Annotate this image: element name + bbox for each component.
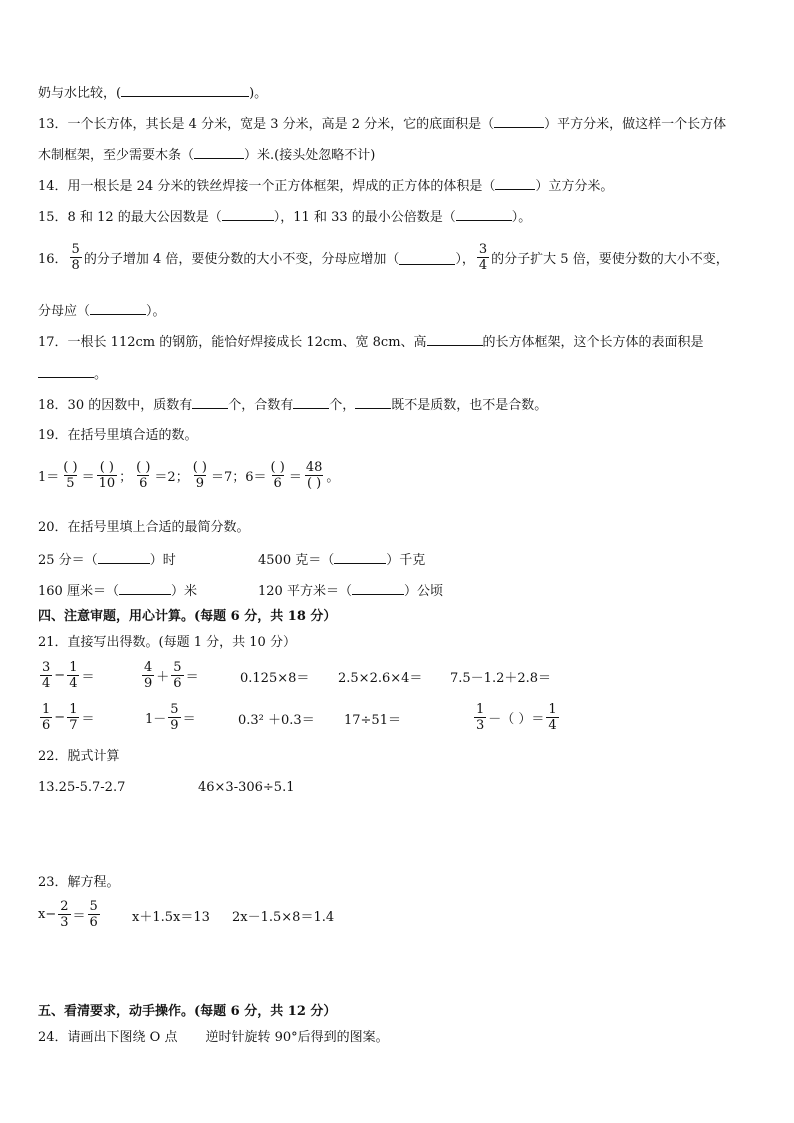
answer-blank[interactable] (121, 83, 249, 97)
fraction: $\frac{( )}{9}$ (192, 460, 207, 491)
answer-blank[interactable] (222, 207, 274, 221)
question-23-title: 23．解方程。 (38, 875, 120, 890)
question-20-item: 120 平方米＝（ ）公顷 (258, 581, 443, 601)
equation-item: x− $\frac{2}{3}$ ＝ $\frac{5}{6}$ (38, 899, 98, 930)
question-19-equation: 1＝ $\frac{( )}{5}$ ＝ $\frac{( )}{10}$ ； $\frac{( )}{6}$ ＝2； $\frac{( )}{9}$ ＝7；6＝ $\frac{( )}{6}$ ＝ $\frac{48}{( )}$ 。 (38, 460, 340, 491)
question-14: 14．用一根长是 24 分米的铁丝焊接一个正方体框架，焊成的正方体的体积是（ ）立方分米。 (38, 176, 613, 196)
calc-item: 13.25-5.7-2.7 (38, 780, 126, 795)
answer-blank[interactable] (399, 251, 455, 265)
fraction: $\frac{( )}{6}$ (136, 460, 151, 491)
section-5-heading: 五、看清要求，动手操作。(每题 6 分，共 12 分） (38, 1004, 337, 1019)
answer-blank[interactable] (90, 301, 146, 315)
answer-blank[interactable] (495, 176, 535, 190)
calc-item: 0.125×8＝ (240, 671, 310, 686)
fraction: $\frac{5}{8}$ (71, 242, 80, 273)
calc-item: $\frac{1}{3}$ －（ ）＝ $\frac{1}{4}$ (476, 702, 557, 733)
question-16-line2: 分母应（ ）。 (38, 301, 166, 321)
equation-item: 2x－1.5×8＝1.4 (232, 910, 335, 925)
question-20-item: 25 分＝（ ）时 (38, 550, 176, 570)
answer-blank[interactable] (334, 550, 386, 564)
calc-item: $\frac{3}{4}$ − $\frac{1}{4}$ ＝ (42, 660, 95, 691)
calc-item: 1－ $\frac{5}{9}$ ＝ (145, 702, 196, 733)
question-18: 18．30 的因数中，质数有 个，合数有 个， 既不是质数，也不是合数。 (38, 395, 547, 415)
fraction: $\frac{48}{( )}$ (305, 460, 323, 491)
question-17: 17．一根长 112cm 的钢筋，能恰好焊接成长 12cm、宽 8cm、高 的长方体框架，这个长方体的表面积是 (38, 332, 704, 352)
calc-item: 7.5－1.2＋2.8＝ (450, 671, 552, 686)
answer-blank[interactable] (352, 581, 404, 595)
fraction: $\frac{( )}{6}$ (270, 460, 285, 491)
answer-blank[interactable] (192, 395, 228, 409)
answer-blank[interactable] (355, 395, 391, 409)
calc-item: 2.5×2.6×4＝ (338, 671, 423, 686)
question-12-tail: 奶与水比较，( )。 (38, 83, 267, 103)
question-21-title: 21．直接写出得数。(每题 1 分，共 10 分） (38, 635, 296, 650)
section-4-heading: 四、注意审题，用心计算。(每题 6 分，共 18 分） (38, 609, 337, 624)
fraction: $\frac{( )}{10}$ (98, 460, 116, 491)
question-15: 15．8 和 12 的最大公因数是（ ），11 和 33 的最小公倍数是（ ）。 (38, 207, 531, 227)
question-16: 16． $\frac{5}{8}$ 的分子增加 4 倍，要使分数的大小不变，分母应增加（ ）， $\frac{3}{4}$ 的分子扩大 5 倍，要使分数的大小不变， (38, 242, 729, 273)
calc-item: 0.3² ＋0.3＝ (238, 713, 315, 728)
question-13: 13．一个长方体，其长是 4 分米，宽是 3 分米，高是 2 分米，它的底面积是（ ）平方分米，做这样一个长方体 (38, 114, 726, 134)
question-24: 24．请画出下图绕 O 点 逆时针旋转 90°后得到的图案。 (38, 1030, 389, 1045)
calc-item: 46×3-306÷5.1 (198, 780, 295, 795)
question-22-title: 22．脱式计算 (38, 749, 120, 764)
question-20-title: 20．在括号里填上合适的最简分数。 (38, 520, 250, 535)
answer-blank[interactable] (98, 550, 150, 564)
calc-item: 17÷51＝ (344, 713, 401, 728)
question-20-item: 160 厘米＝（ ）米 (38, 581, 197, 601)
fraction: $\frac{( )}{5}$ (63, 460, 78, 491)
answer-blank[interactable] (427, 332, 483, 346)
equation-item: x＋1.5x＝13 (132, 910, 210, 925)
answer-blank[interactable] (38, 364, 94, 378)
answer-blank[interactable] (494, 114, 544, 128)
answer-blank[interactable] (194, 145, 244, 159)
question-19-title: 19．在括号里填合适的数。 (38, 428, 198, 443)
question-13-line2: 木制框架，至少需要木条（ ）米.(接头处忽略不计) (38, 145, 375, 165)
question-20-item: 4500 克＝（ ）千克 (258, 550, 425, 570)
question-17-line2: 。 (38, 364, 107, 384)
answer-blank[interactable] (456, 207, 512, 221)
answer-blank[interactable] (293, 395, 329, 409)
calc-item: $\frac{1}{6}$ − $\frac{1}{7}$ ＝ (42, 702, 95, 733)
answer-blank[interactable] (119, 581, 171, 595)
calc-item: $\frac{4}{9}$ ＋ $\frac{5}{6}$ ＝ (144, 660, 199, 691)
fraction: $\frac{3}{4}$ (478, 242, 488, 273)
